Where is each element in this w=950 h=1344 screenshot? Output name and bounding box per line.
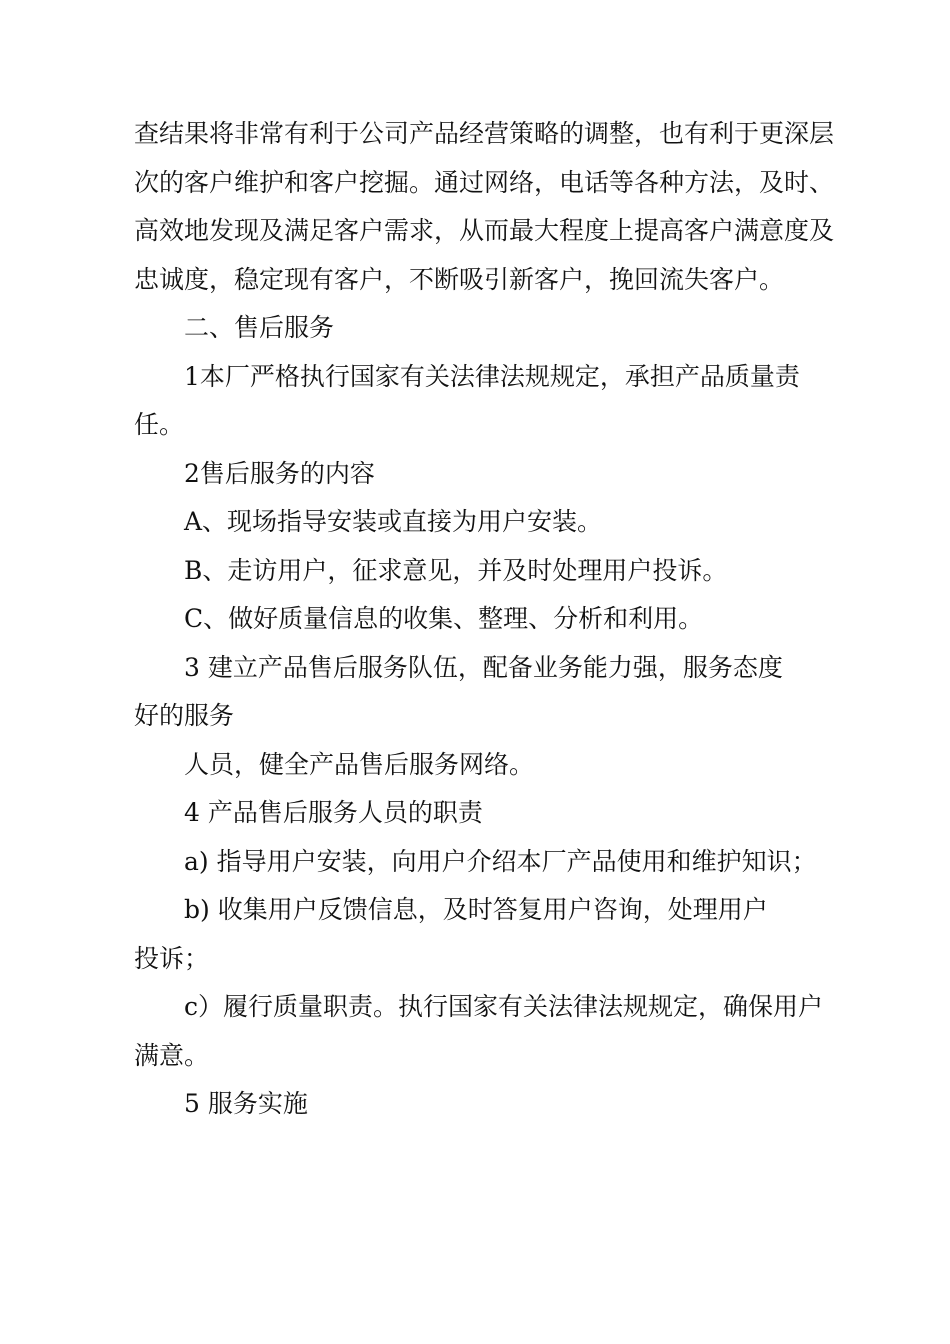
paragraph-item-4c: c）履行质量职责。执行国家有关法律法规规定，确保用户满意。 [134, 992, 824, 1070]
paragraph-item-4b: b) 收集用户反馈信息，及时答复用户咨询，处理用户 [184, 895, 768, 924]
paragraph-item-1: 1本厂严格执行国家有关法律法规规定，承担产品质量责任。 [134, 361, 800, 439]
paragraph-item-4: 4 产品售后服务人员的职责 [184, 798, 483, 827]
paragraph-item-3-personnel: 人员，健全产品售后服务网络。 [184, 749, 535, 779]
paragraph-item-b: B、走访用户，征求意见，并及时处理用户投诉。 [184, 555, 728, 585]
paragraph-item-5: 5 服务实施 [184, 1089, 308, 1118]
document-body [134, 110, 834, 1129]
paragraph-intro: 查结果将非常有利于公司产品经营策略的调整，也有利于更深层次的客户维护和客户挖掘。通过网络，电话等各种方法，及时、高效地发现及满足客户需求，从而最大程度上提高客户满意度及忠诚度，稳定现有客户，不断吸引新客户，挽回流失客户。 [134, 119, 835, 294]
paragraph-item-c: C、做好质量信息的收集、整理、分析和利用。 [184, 604, 704, 633]
paragraph-item-4a: a) 指导用户安装，向用户介绍本厂产品使用和维护知识； [184, 846, 817, 876]
paragraph-item-2: 2售后服务的内容 [184, 458, 375, 488]
paragraph-item-a: A、现场指导安装或直接为用户安装。 [184, 507, 603, 536]
section-heading-after-sales: 二、售后服务 [184, 313, 335, 342]
paragraph-item-4b-continued: 投诉； [134, 943, 210, 973]
paragraph-item-3: 3 建立产品售后服务队伍，配备业务能力强，服务态度 [184, 652, 783, 682]
paragraph-item-3-continued: 好的服务 [134, 701, 235, 730]
